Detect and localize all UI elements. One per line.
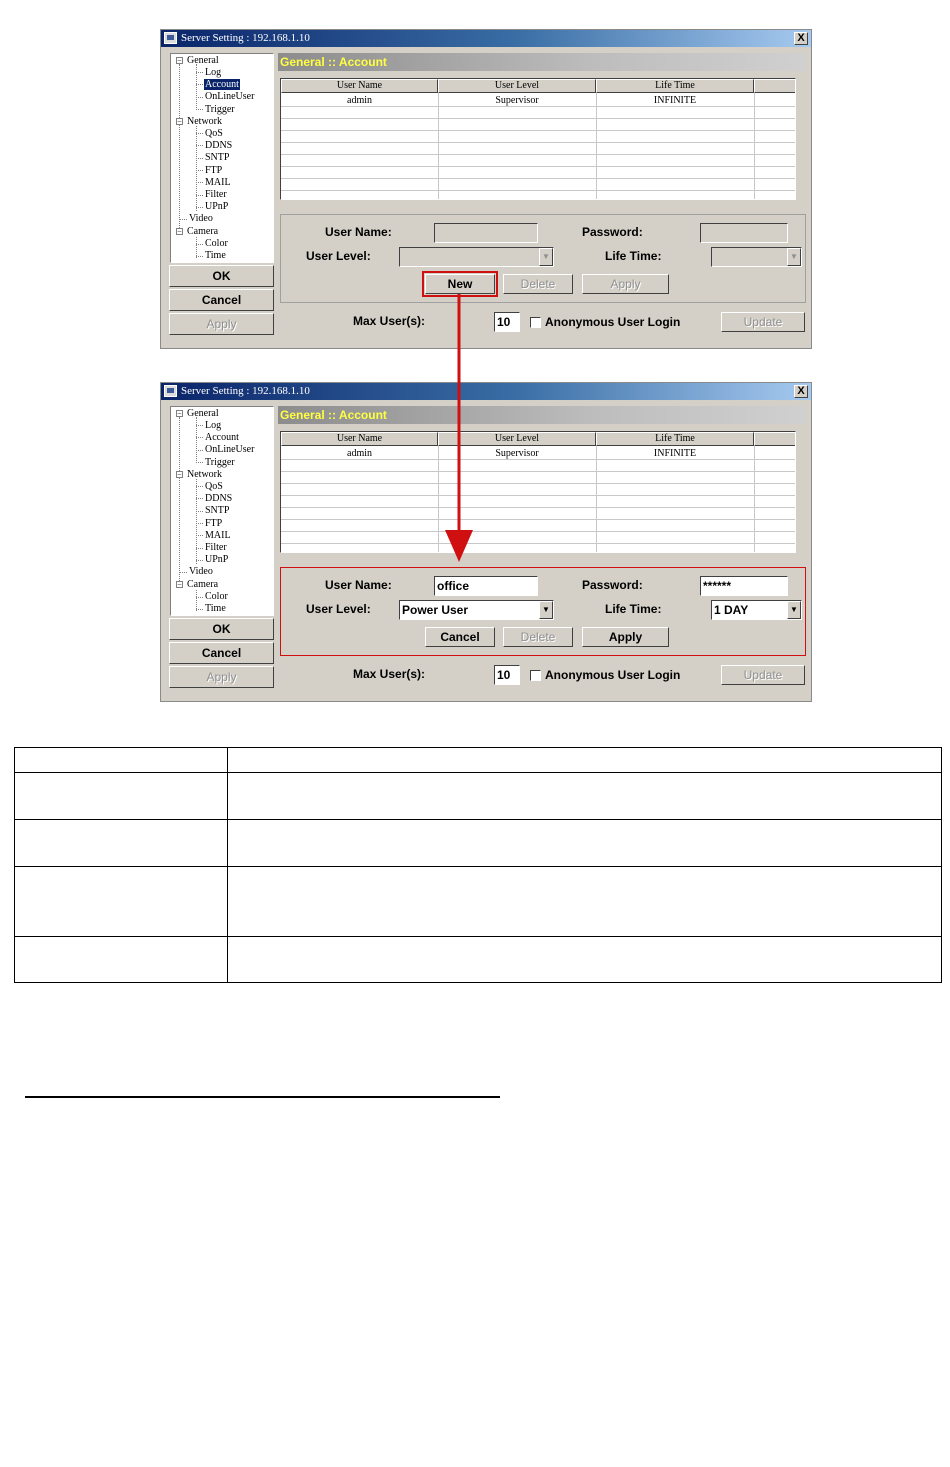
- life-time-select[interactable]: [711, 600, 802, 620]
- tree-item-camera[interactable]: Camera: [187, 579, 219, 590]
- tree-line: [196, 170, 203, 171]
- server-setting-dialog-before: [160, 29, 812, 349]
- section-title: General :: Account: [280, 408, 387, 422]
- user-level-select[interactable]: [399, 247, 554, 267]
- tree-line: [179, 219, 187, 220]
- grid-line: [281, 471, 795, 472]
- life-time-label: Life Time:: [605, 602, 662, 616]
- tree-item-mail[interactable]: MAIL: [205, 177, 231, 188]
- title-bar[interactable]: [161, 383, 811, 400]
- tree-line: [196, 498, 203, 499]
- tree-line: [179, 417, 180, 585]
- life-time-label: Life Time:: [605, 249, 662, 263]
- tree-item-general[interactable]: General: [187, 408, 219, 419]
- column-header-user-name[interactable]: User Name: [281, 79, 438, 93]
- table-divider: [227, 748, 228, 982]
- grid-line: [438, 93, 439, 199]
- max-users-input[interactable]: 10: [494, 312, 520, 332]
- anonymous-login-label: Anonymous User Login: [545, 315, 681, 329]
- delete-button[interactable]: Delete: [503, 274, 573, 294]
- title-bar[interactable]: [161, 30, 811, 47]
- chevron-down-icon[interactable]: ▼: [787, 601, 801, 619]
- tree-item-camera[interactable]: Camera: [187, 226, 219, 237]
- collapse-icon[interactable]: −: [177, 117, 182, 126]
- cell-user-level[interactable]: Supervisor: [495, 448, 539, 459]
- user-name-label: User Name:: [325, 225, 392, 239]
- update-button[interactable]: Update: [721, 665, 805, 685]
- form-apply-button[interactable]: Apply: [582, 274, 669, 294]
- tree-item-general[interactable]: General: [187, 55, 219, 66]
- column-header-life-time[interactable]: Life Time: [596, 432, 754, 446]
- tree-line: [196, 109, 203, 110]
- update-button[interactable]: Update: [721, 312, 805, 332]
- tree-line: [196, 244, 203, 245]
- ok-button[interactable]: OK: [169, 618, 274, 640]
- collapse-icon[interactable]: −: [177, 470, 182, 479]
- anonymous-login-checkbox[interactable]: [530, 670, 541, 681]
- tree-line: [196, 417, 197, 463]
- grid-line: [281, 543, 795, 544]
- tree-line: [196, 207, 203, 208]
- table-divider: [15, 866, 941, 867]
- user-level-value: Power User: [402, 603, 469, 617]
- tree-line: [196, 84, 203, 85]
- window-title: Server Setting : 192.168.1.10: [181, 385, 310, 397]
- tree-line: [196, 126, 197, 211]
- max-users-input[interactable]: 10: [494, 665, 520, 685]
- anonymous-login-label: Anonymous User Login: [545, 668, 681, 682]
- grid-line: [281, 106, 795, 107]
- password-input[interactable]: [700, 223, 788, 243]
- grid-line: [281, 118, 795, 119]
- ok-button[interactable]: OK: [169, 265, 274, 287]
- grid-line: [281, 483, 795, 484]
- tree-line: [196, 425, 203, 426]
- chevron-down-icon[interactable]: ▼: [787, 248, 801, 266]
- user-level-label: User Level:: [306, 602, 371, 616]
- tree-item-time[interactable]: Time: [205, 250, 226, 261]
- grid-line: [281, 495, 795, 496]
- user-name-label: User Name:: [325, 578, 392, 592]
- tree-item-video[interactable]: Video: [189, 566, 213, 577]
- user-level-select[interactable]: [399, 600, 554, 620]
- user-name-input[interactable]: [434, 223, 538, 243]
- tree-line: [196, 462, 203, 463]
- horizontal-rule: [25, 1096, 500, 1098]
- description-table: [14, 747, 942, 983]
- settings-tree: [170, 53, 274, 263]
- grid-line: [281, 130, 795, 131]
- user-level-label: User Level:: [306, 249, 371, 263]
- app-icon: [164, 385, 177, 397]
- tree-line: [196, 548, 203, 549]
- new-button[interactable]: New: [425, 274, 495, 294]
- tree-line: [196, 523, 203, 524]
- chevron-down-icon[interactable]: ▼: [539, 248, 553, 266]
- tree-item-filter[interactable]: Filter: [205, 189, 227, 200]
- settings-tree: [170, 406, 274, 616]
- tree-line: [196, 486, 203, 487]
- column-header-blank: [754, 432, 796, 446]
- tree-line: [196, 182, 203, 183]
- section-header: [278, 53, 806, 71]
- section-title: General :: Account: [280, 55, 387, 69]
- tree-line: [179, 64, 180, 232]
- tree-item-video[interactable]: Video: [189, 213, 213, 224]
- tree-item-network[interactable]: Network: [187, 116, 222, 127]
- tree-item-upnp[interactable]: UPnP: [205, 554, 229, 565]
- grid-line: [281, 507, 795, 508]
- grid-line: [281, 178, 795, 179]
- tree-line: [196, 535, 203, 536]
- collapse-icon[interactable]: −: [177, 56, 182, 65]
- collapse-icon[interactable]: −: [177, 227, 182, 236]
- tree-line: [196, 237, 197, 258]
- grid-line: [281, 519, 795, 520]
- password-label: Password:: [582, 225, 643, 239]
- tree-item-trigger[interactable]: Trigger: [205, 457, 235, 468]
- tree-item-qos[interactable]: QoS: [205, 128, 223, 139]
- tree-line: [196, 597, 203, 598]
- delete-button[interactable]: Delete: [503, 627, 573, 647]
- tree-item-qos[interactable]: QoS: [205, 481, 223, 492]
- tree-item-ddns[interactable]: DDNS: [205, 493, 233, 504]
- apply-button[interactable]: Apply: [169, 666, 274, 688]
- tree-line: [196, 450, 203, 451]
- tree-item-time[interactable]: Time: [205, 603, 226, 614]
- tree-item-upnp[interactable]: UPnP: [205, 201, 229, 212]
- user-edit-group: [280, 214, 806, 303]
- table-divider: [15, 819, 941, 820]
- close-button[interactable]: X: [794, 385, 808, 398]
- tree-line: [179, 572, 187, 573]
- max-users-label: Max User(s):: [353, 667, 426, 681]
- chevron-down-icon[interactable]: ▼: [539, 601, 553, 619]
- grid-line: [281, 459, 795, 460]
- app-icon: [164, 32, 177, 44]
- tree-item-mail[interactable]: MAIL: [205, 530, 231, 541]
- grid-line: [754, 93, 755, 199]
- section-header: [278, 406, 806, 424]
- cell-user-name[interactable]: admin: [347, 448, 372, 459]
- tree-item-color[interactable]: Color: [205, 238, 228, 249]
- window-title: Server Setting : 192.168.1.10: [181, 32, 310, 44]
- cell-user-level[interactable]: Supervisor: [495, 95, 539, 106]
- user-table: [280, 78, 796, 200]
- life-time-select[interactable]: [711, 247, 802, 267]
- tree-item-account[interactable]: Account: [205, 79, 239, 90]
- tree-line: [196, 133, 203, 134]
- cell-user-name[interactable]: admin: [347, 95, 372, 106]
- grid-line: [281, 166, 795, 167]
- column-header-user-name[interactable]: User Name: [281, 432, 438, 446]
- table-divider: [15, 772, 941, 773]
- life-time-value: 1 DAY: [714, 603, 749, 617]
- user-name-input[interactable]: office: [434, 576, 538, 596]
- close-button[interactable]: X: [794, 32, 808, 45]
- tree-line: [196, 437, 203, 438]
- tree-line: [196, 256, 203, 257]
- user-table: [280, 431, 796, 553]
- tree-line: [196, 97, 203, 98]
- tree-line: [196, 64, 197, 110]
- tree-item-log[interactable]: Log: [205, 420, 222, 431]
- max-users-label: Max User(s):: [353, 314, 426, 328]
- column-header-user-level[interactable]: User Level: [438, 432, 596, 446]
- grid-line: [754, 446, 755, 552]
- grid-line: [281, 154, 795, 155]
- tree-item-ddns[interactable]: DDNS: [205, 140, 233, 151]
- tree-item-onlineuser[interactable]: OnLineUser: [205, 444, 255, 455]
- tree-line: [196, 195, 203, 196]
- tree-line: [196, 145, 203, 146]
- tree-item-sntp[interactable]: SNTP: [205, 152, 230, 163]
- cancel-button[interactable]: Cancel: [169, 289, 274, 311]
- tree-line: [196, 72, 203, 73]
- tree-line: [196, 158, 203, 159]
- server-setting-dialog-after: [160, 382, 812, 702]
- tree-line: [196, 560, 203, 561]
- user-edit-group: [280, 567, 806, 656]
- cell-life-time[interactable]: INFINITE: [653, 448, 697, 459]
- grid-line: [596, 93, 597, 199]
- password-input[interactable]: ******: [700, 576, 788, 596]
- apply-button[interactable]: Apply: [169, 313, 274, 335]
- cell-life-time[interactable]: INFINITE: [653, 95, 697, 106]
- tree-item-network[interactable]: Network: [187, 469, 222, 480]
- tree-item-ftp[interactable]: FTP: [205, 518, 223, 529]
- grid-line: [281, 531, 795, 532]
- grid-line: [438, 446, 439, 552]
- tree-item-trigger[interactable]: Trigger: [205, 104, 235, 115]
- cancel-button[interactable]: Cancel: [169, 642, 274, 664]
- tree-item-sntp[interactable]: SNTP: [205, 505, 230, 516]
- collapse-icon[interactable]: −: [177, 409, 182, 418]
- form-cancel-button[interactable]: Cancel: [425, 627, 495, 647]
- column-header-life-time[interactable]: Life Time: [596, 79, 754, 93]
- tree-line: [196, 609, 203, 610]
- password-label: Password:: [582, 578, 643, 592]
- form-apply-button[interactable]: Apply: [582, 627, 669, 647]
- column-header-blank: [754, 79, 796, 93]
- tree-item-color[interactable]: Color: [205, 591, 228, 602]
- tree-item-log[interactable]: Log: [205, 67, 222, 78]
- tree-line: [196, 479, 197, 564]
- tree-line: [196, 511, 203, 512]
- grid-line: [596, 446, 597, 552]
- grid-line: [281, 142, 795, 143]
- column-header-user-level[interactable]: User Level: [438, 79, 596, 93]
- tree-item-onlineuser[interactable]: OnLineUser: [205, 91, 255, 102]
- tree-item-ftp[interactable]: FTP: [205, 165, 223, 176]
- anonymous-login-checkbox[interactable]: [530, 317, 541, 328]
- tree-item-filter[interactable]: Filter: [205, 542, 227, 553]
- table-divider: [15, 936, 941, 937]
- tree-line: [196, 590, 197, 611]
- grid-line: [281, 190, 795, 191]
- collapse-icon[interactable]: −: [177, 580, 182, 589]
- tree-item-account[interactable]: Account: [205, 432, 239, 443]
